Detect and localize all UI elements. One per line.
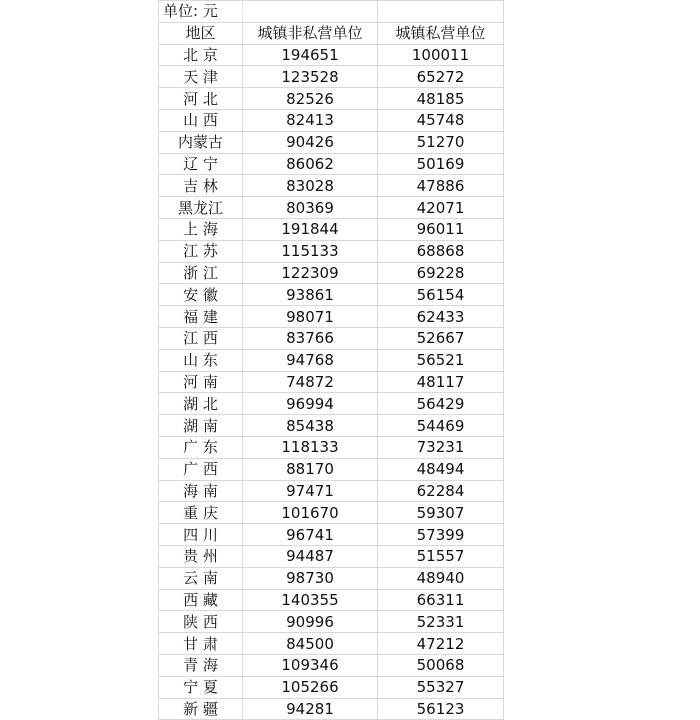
non-private-wage-cell[interactable]: 191844	[243, 218, 378, 240]
table-row	[159, 218, 504, 240]
table-row	[159, 502, 504, 524]
private-wage-cell[interactable]: 56123	[378, 698, 504, 720]
non-private-wage-cell[interactable]: 96741	[243, 524, 378, 546]
private-wage-cell[interactable]: 68868	[378, 240, 504, 262]
header-row	[159, 22, 504, 44]
private-wage-cell[interactable]: 62284	[378, 480, 504, 502]
table-row	[159, 415, 504, 437]
table-row	[159, 109, 504, 131]
table-row	[159, 567, 504, 589]
region-cell[interactable]: 宁 夏	[159, 676, 243, 698]
region-cell[interactable]: 广 东	[159, 436, 243, 458]
private-wage-cell[interactable]: 51270	[378, 131, 504, 153]
private-wage-cell[interactable]: 52331	[378, 611, 504, 633]
region-cell[interactable]: 山 东	[159, 349, 243, 371]
region-cell[interactable]: 北 京	[159, 44, 243, 66]
private-wage-cell[interactable]: 56154	[378, 284, 504, 306]
table-row	[159, 44, 504, 66]
table-row	[159, 436, 504, 458]
non-private-wage-cell[interactable]: 94281	[243, 698, 378, 720]
private-wage-cell[interactable]: 51557	[378, 545, 504, 567]
table-row	[159, 458, 504, 480]
table-row	[159, 240, 504, 262]
region-cell[interactable]: 河 南	[159, 371, 243, 393]
private-wage-cell[interactable]: 65272	[378, 66, 504, 88]
non-private-wage-cell[interactable]: 93861	[243, 284, 378, 306]
private-wage-cell[interactable]: 56521	[378, 349, 504, 371]
table-row	[159, 480, 504, 502]
table-row	[159, 698, 504, 720]
private-wage-cell[interactable]: 66311	[378, 589, 504, 611]
private-wage-cell[interactable]: 48185	[378, 88, 504, 110]
region-cell[interactable]: 河 北	[159, 88, 243, 110]
table-row	[159, 349, 504, 371]
table-row	[159, 175, 504, 197]
table-row	[159, 88, 504, 110]
empty-cell[interactable]	[378, 1, 504, 23]
private-wage-cell[interactable]: 73231	[378, 436, 504, 458]
non-private-wage-cell[interactable]: 83766	[243, 327, 378, 349]
table-row	[159, 393, 504, 415]
table-row	[159, 197, 504, 219]
private-wage-cell[interactable]: 42071	[378, 197, 504, 219]
region-cell[interactable]: 黑龙江	[159, 197, 243, 219]
region-cell[interactable]: 江 西	[159, 327, 243, 349]
table-row	[159, 306, 504, 328]
table-row	[159, 611, 504, 633]
private-wage-cell[interactable]: 47886	[378, 175, 504, 197]
non-private-wage-cell[interactable]: 96994	[243, 393, 378, 415]
non-private-wage-cell[interactable]: 88170	[243, 458, 378, 480]
column-header-private[interactable]: 城镇私营单位	[378, 22, 504, 44]
region-cell[interactable]: 陕 西	[159, 611, 243, 633]
region-cell[interactable]: 浙 江	[159, 262, 243, 284]
private-wage-cell[interactable]: 52667	[378, 327, 504, 349]
non-private-wage-cell[interactable]: 94487	[243, 545, 378, 567]
region-cell[interactable]: 安 徽	[159, 284, 243, 306]
non-private-wage-cell[interactable]: 118133	[243, 436, 378, 458]
private-wage-cell[interactable]: 56429	[378, 393, 504, 415]
table-row	[159, 327, 504, 349]
private-wage-cell[interactable]: 54469	[378, 415, 504, 437]
region-cell[interactable]: 新 疆	[159, 698, 243, 720]
region-cell[interactable]: 云 南	[159, 567, 243, 589]
non-private-wage-cell[interactable]: 85438	[243, 415, 378, 437]
private-wage-cell[interactable]: 50169	[378, 153, 504, 175]
table-row	[159, 524, 504, 546]
private-wage-cell[interactable]: 55327	[378, 676, 504, 698]
region-cell[interactable]: 湖 北	[159, 393, 243, 415]
table-row	[159, 371, 504, 393]
private-wage-cell[interactable]: 45748	[378, 109, 504, 131]
non-private-wage-cell[interactable]: 101670	[243, 502, 378, 524]
spreadsheet	[158, 0, 503, 720]
non-private-wage-cell[interactable]: 140355	[243, 589, 378, 611]
private-wage-cell[interactable]: 47212	[378, 633, 504, 655]
non-private-wage-cell[interactable]: 98071	[243, 306, 378, 328]
table-row	[159, 131, 504, 153]
non-private-wage-cell[interactable]: 82526	[243, 88, 378, 110]
non-private-wage-cell[interactable]: 194651	[243, 44, 378, 66]
region-cell[interactable]: 天 津	[159, 66, 243, 88]
non-private-wage-cell[interactable]: 109346	[243, 654, 378, 676]
region-cell[interactable]: 四 川	[159, 524, 243, 546]
region-cell[interactable]: 广 西	[159, 458, 243, 480]
region-cell[interactable]: 甘 肃	[159, 633, 243, 655]
table-row	[159, 545, 504, 567]
non-private-wage-cell[interactable]: 80369	[243, 197, 378, 219]
non-private-wage-cell[interactable]: 97471	[243, 480, 378, 502]
region-cell[interactable]: 湖 南	[159, 415, 243, 437]
region-cell[interactable]: 青 海	[159, 654, 243, 676]
private-wage-cell[interactable]: 48117	[378, 371, 504, 393]
region-cell[interactable]: 辽 宁	[159, 153, 243, 175]
unit-row	[159, 1, 504, 23]
non-private-wage-cell[interactable]: 83028	[243, 175, 378, 197]
private-wage-cell[interactable]: 100011	[378, 44, 504, 66]
region-cell[interactable]: 海 南	[159, 480, 243, 502]
region-cell[interactable]: 山 西	[159, 109, 243, 131]
non-private-wage-cell[interactable]: 94768	[243, 349, 378, 371]
region-cell[interactable]: 吉 林	[159, 175, 243, 197]
non-private-wage-cell[interactable]: 98730	[243, 567, 378, 589]
table-body	[159, 1, 504, 720]
private-wage-cell[interactable]: 59307	[378, 502, 504, 524]
non-private-wage-cell[interactable]: 86062	[243, 153, 378, 175]
table-row	[159, 284, 504, 306]
private-wage-cell[interactable]: 62433	[378, 306, 504, 328]
private-wage-cell[interactable]: 57399	[378, 524, 504, 546]
private-wage-cell[interactable]: 69228	[378, 262, 504, 284]
table-row	[159, 633, 504, 655]
table-row	[159, 153, 504, 175]
non-private-wage-cell[interactable]: 84500	[243, 633, 378, 655]
region-cell[interactable]: 上 海	[159, 218, 243, 240]
region-cell[interactable]: 福 建	[159, 306, 243, 328]
non-private-wage-cell[interactable]: 90996	[243, 611, 378, 633]
non-private-wage-cell[interactable]: 115133	[243, 240, 378, 262]
non-private-wage-cell[interactable]: 123528	[243, 66, 378, 88]
unit-label[interactable]: 单位: 元	[159, 1, 243, 23]
region-cell[interactable]: 重 庆	[159, 502, 243, 524]
non-private-wage-cell[interactable]: 122309	[243, 262, 378, 284]
non-private-wage-cell[interactable]: 90426	[243, 131, 378, 153]
table-row	[159, 262, 504, 284]
table-row	[159, 589, 504, 611]
non-private-wage-cell[interactable]: 82413	[243, 109, 378, 131]
non-private-wage-cell[interactable]: 105266	[243, 676, 378, 698]
private-wage-cell[interactable]: 50068	[378, 654, 504, 676]
table-row	[159, 676, 504, 698]
wage-table	[158, 0, 504, 720]
region-cell[interactable]: 西 藏	[159, 589, 243, 611]
region-cell[interactable]: 江 苏	[159, 240, 243, 262]
non-private-wage-cell[interactable]: 74872	[243, 371, 378, 393]
private-wage-cell[interactable]: 48494	[378, 458, 504, 480]
table-row	[159, 654, 504, 676]
private-wage-cell[interactable]: 96011	[378, 218, 504, 240]
column-header-region[interactable]: 地区	[159, 22, 243, 44]
table-row	[159, 66, 504, 88]
region-cell[interactable]: 贵 州	[159, 545, 243, 567]
region-cell[interactable]: 内蒙古	[159, 131, 243, 153]
empty-cell[interactable]	[243, 1, 378, 23]
private-wage-cell[interactable]: 48940	[378, 567, 504, 589]
column-header-non-private[interactable]: 城镇非私营单位	[243, 22, 378, 44]
